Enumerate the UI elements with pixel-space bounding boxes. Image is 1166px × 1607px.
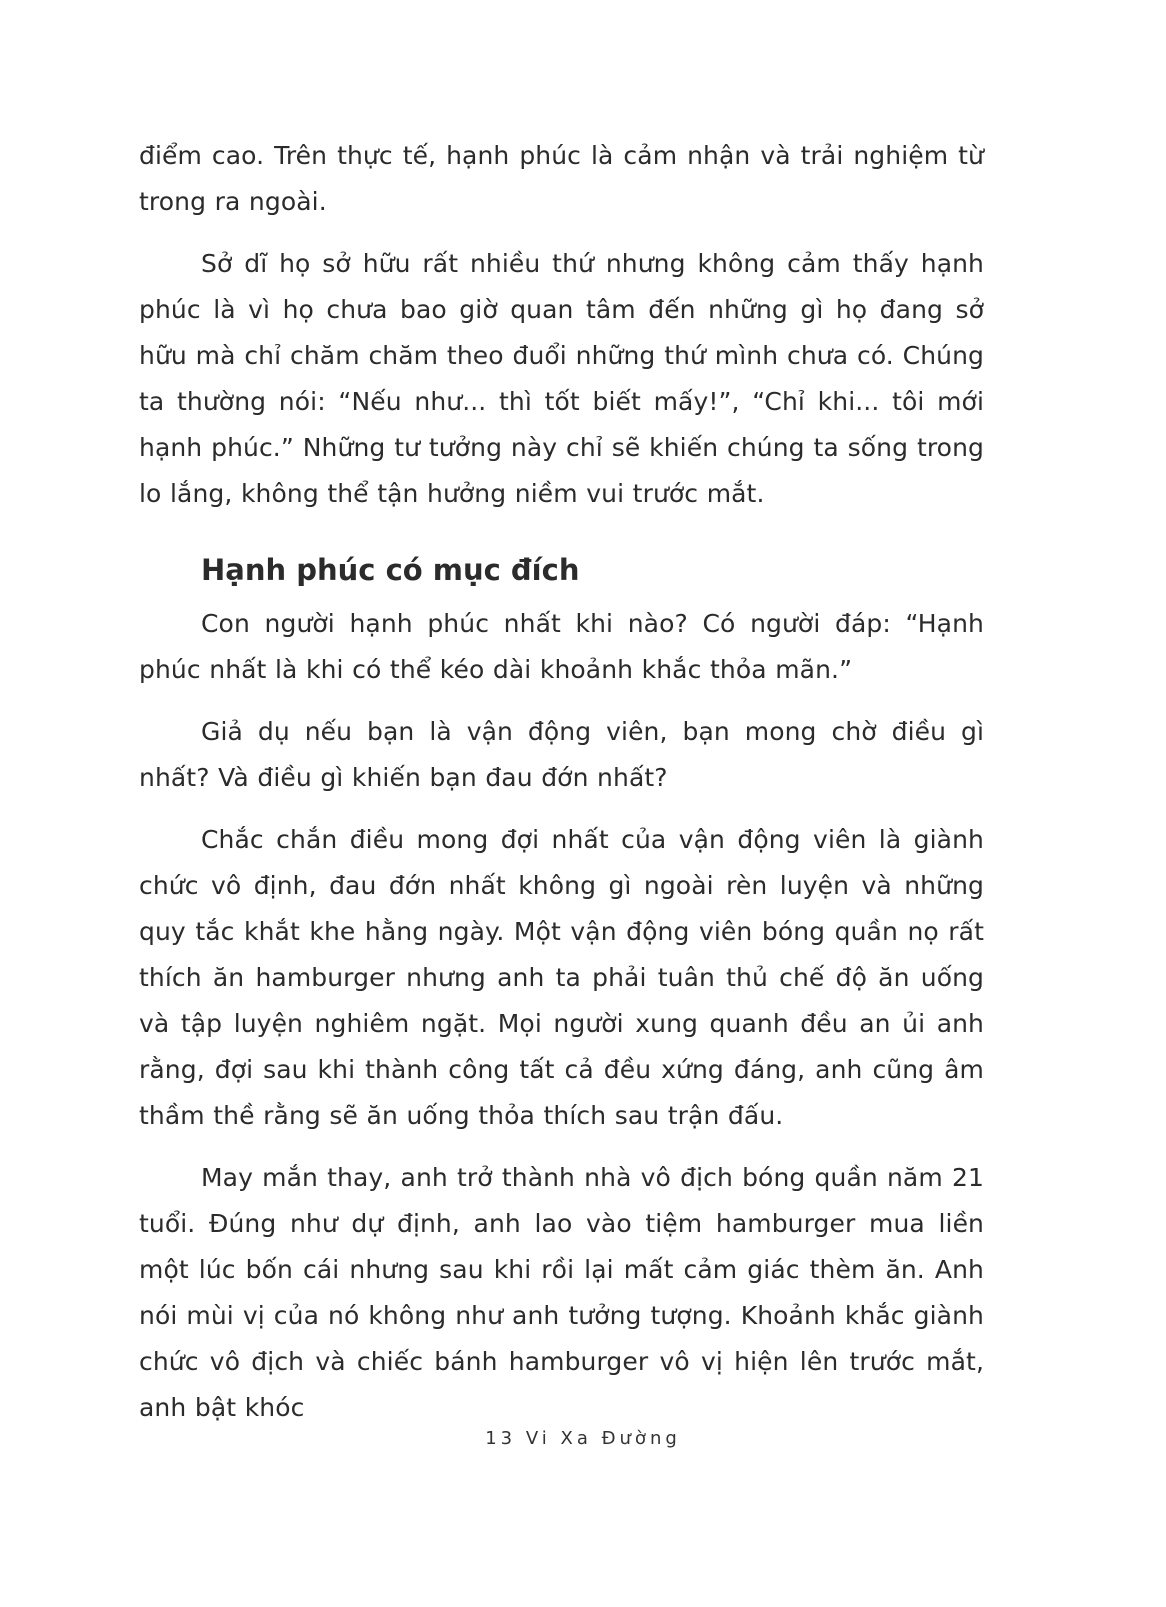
paragraph: Con người hạnh phúc nhất khi nào? Có người đáp: “Hạnh phúc nhất là khi có thể kéo dài khoảnh khắc thỏa mãn.” [139,609,984,684]
section-heading: Hạnh phúc có mục đích [201,553,580,587]
page-body [139,133,984,1447]
paragraph: Chắc chắn điều mong đợi nhất của vận động viên là giành chức vô định, đau đớn nhất không gì ngoài rèn luyện và những quy tắc khắt khe hằng ngày. Một vận động viên bóng quần nọ rất thích ăn hamburger nhưng anh ta phải tuân thủ chế độ ăn uống và tập luyện nghiêm ngặt. Mọi người xung quanh đều an ủi anh rằng, đợi sau khi thành công tất cả đều xứng đáng, anh cũng âm thầm thề rằng sẽ ăn uống thỏa thích sau trận đấu. [139,825,984,1130]
paragraph: May mắn thay, anh trở thành nhà vô địch bóng quần năm 21 tuổi. Đúng như dự định, anh lao vào tiệm hamburger mua liền một lúc bốn cái nhưng sau khi rồi lại mất cảm giác thèm ăn. Anh nói mùi vị của nó không như anh tưởng tượng. Khoảnh khắc giành chức vô địch và chiếc bánh hamburger vô vị hiện lên trước mắt, anh bật khóc [139,1163,984,1422]
paragraph: Sở dĩ họ sở hữu rất nhiều thứ nhưng không cảm thấy hạnh phúc là vì họ chưa bao giờ quan tâm đến những gì họ đang sở hữu mà chỉ chăm chăm theo đuổi những thứ mình chưa có. Chúng ta thường nói: “Nếu như... thì tốt biết mấy!”, “Chỉ khi... tôi mới hạnh phúc.” Những tư tưởng này chỉ sẽ khiến chúng ta sống trong lo lắng, không thể tận hưởng niềm vui trước mắt. [139,249,984,508]
page-footer: 13 Vi Xa Đường [485,1428,681,1449]
paragraph-continuation: điểm cao. Trên thực tế, hạnh phúc là cảm nhận và trải nghiệm từ trong ra ngoài. [139,141,984,216]
paragraph: Giả dụ nếu bạn là vận động viên, bạn mong chờ điều gì nhất? Và điều gì khiến bạn đau đớn nhất? [139,717,984,792]
